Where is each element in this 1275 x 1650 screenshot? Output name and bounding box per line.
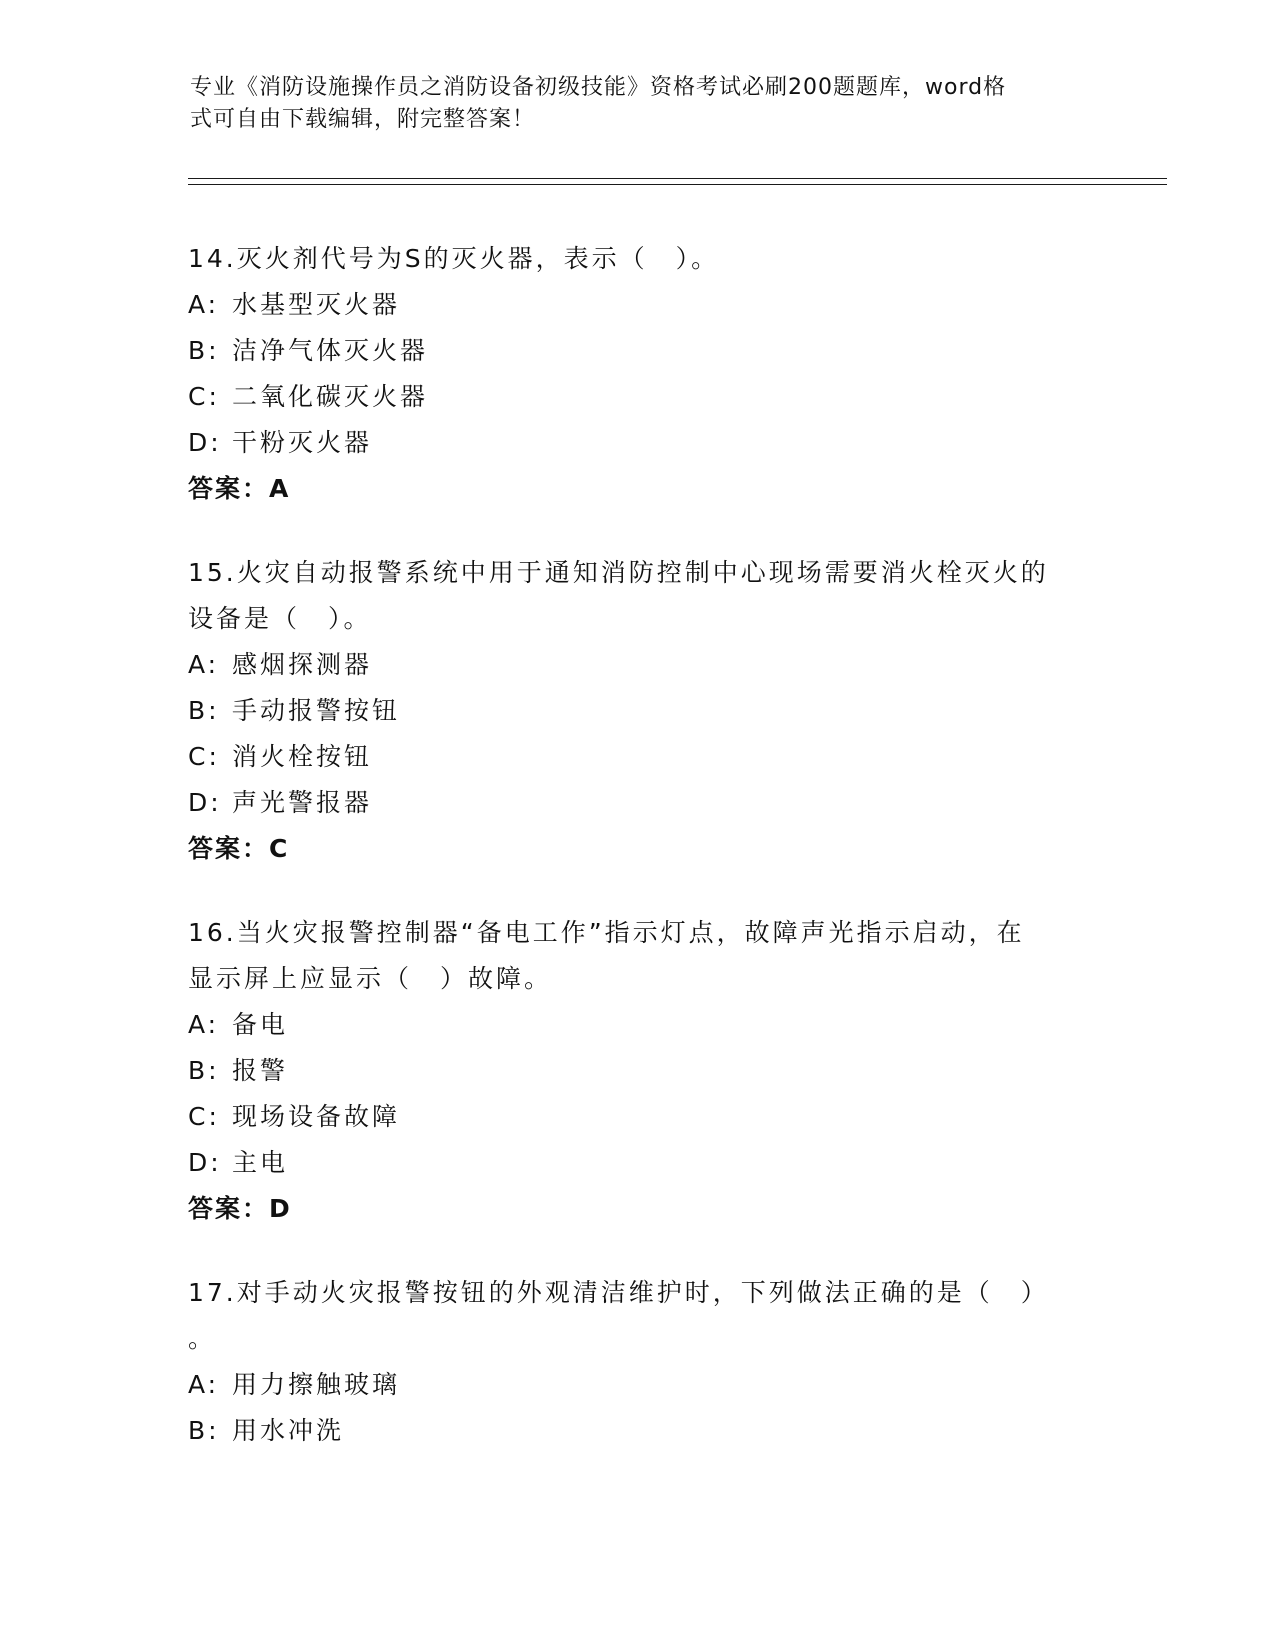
- question-14: [188, 236, 1088, 512]
- option-b: [188, 688, 1088, 734]
- option-key: C:: [188, 742, 220, 771]
- option-key: C:: [188, 1102, 220, 1131]
- option-key: B:: [188, 696, 220, 725]
- option-key: A:: [188, 1370, 220, 1399]
- option-d: [188, 420, 1088, 466]
- option-key: C:: [188, 382, 220, 411]
- option-text: 二氧化碳灭火器: [232, 382, 429, 411]
- header-line-2: 式可自由下载编辑，附完整答案！: [190, 107, 536, 132]
- question-stem-line-2: 设备是（ ）。: [188, 604, 372, 633]
- option-text: 洁净气体灭火器: [232, 336, 429, 365]
- question-stem-line-1: 17.对手动火灾报警按钮的外观清洁维护时，下列做法正确的是（ ）: [188, 1278, 1049, 1307]
- question-16: [188, 910, 1088, 1232]
- header-divider-bottom: [188, 184, 1167, 185]
- question-stem-line-2: 。: [188, 1324, 217, 1353]
- question-stem: 14.灭火剂代号为S的灭火器，表示（ ）。: [188, 244, 720, 273]
- answer-line: 答案：A: [188, 474, 291, 503]
- option-text: 干粉灭火器: [232, 428, 373, 457]
- option-key: B:: [188, 1056, 220, 1085]
- option-a: [188, 1362, 1088, 1408]
- option-c: [188, 374, 1088, 420]
- option-b: [188, 1408, 1088, 1454]
- option-key: A:: [188, 1010, 220, 1039]
- option-text: 手动报警按钮: [232, 696, 401, 725]
- option-d: [188, 1140, 1088, 1186]
- option-text: 备电: [232, 1010, 289, 1039]
- option-text: 用水冲洗: [232, 1416, 345, 1445]
- option-text: 感烟探测器: [232, 650, 373, 679]
- option-key: D:: [188, 788, 222, 817]
- option-text: 用力擦触玻璃: [232, 1370, 401, 1399]
- header-line-1: 专业《消防设施操作员之消防设备初级技能》资格考试必刷200题题库，word格: [190, 75, 1007, 100]
- option-text: 报警: [232, 1056, 289, 1085]
- option-key: A:: [188, 290, 220, 319]
- question-stem-line-1: 15.火灾自动报警系统中用于通知消防控制中心现场需要消火栓灭火的: [188, 558, 1049, 587]
- option-a: [188, 642, 1088, 688]
- option-key: B:: [188, 1416, 220, 1445]
- option-text: 消火栓按钮: [232, 742, 373, 771]
- question-stem-line-1: 16.当火灾报警控制器“备电工作”指示灯点，故障声光指示启动，在: [188, 918, 1025, 947]
- option-key: A:: [188, 650, 220, 679]
- option-c: [188, 1094, 1088, 1140]
- question-17: [188, 1270, 1088, 1454]
- header-divider-top: [188, 178, 1167, 179]
- option-b: [188, 1048, 1088, 1094]
- answer-line: 答案：C: [188, 834, 290, 863]
- document-header: [190, 72, 1090, 136]
- option-text: 声光警报器: [232, 788, 373, 817]
- option-text: 水基型灭火器: [232, 290, 401, 319]
- option-text: 主电: [232, 1148, 289, 1177]
- question-list: [188, 236, 1088, 1492]
- option-d: [188, 780, 1088, 826]
- option-key: D:: [188, 1148, 222, 1177]
- option-b: [188, 328, 1088, 374]
- option-a: [188, 282, 1088, 328]
- option-key: D:: [188, 428, 222, 457]
- option-a: [188, 1002, 1088, 1048]
- answer-line: 答案：D: [188, 1194, 292, 1223]
- question-stem-line-2: 显示屏上应显示（ ）故障。: [188, 964, 553, 993]
- option-key: B:: [188, 336, 220, 365]
- option-text: 现场设备故障: [232, 1102, 401, 1131]
- question-15: [188, 550, 1088, 872]
- option-c: [188, 734, 1088, 780]
